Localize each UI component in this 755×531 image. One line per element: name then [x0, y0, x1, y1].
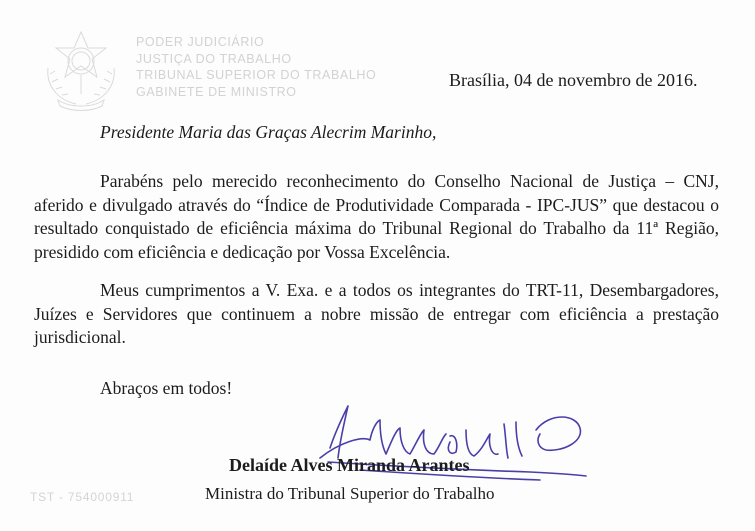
body-paragraph: Meus cumprimentos a V. Exa. e a todos os integrantes do TRT-11, Desembargadores, Juízes e Servidores que continuem a nobre missão de entregar com eficiência a prestação jurisdicional.	[34, 280, 719, 347]
signer-name: Delaíde Alves Miranda Arantes	[229, 455, 470, 475]
document-stamp-code: TST - 754000911	[30, 490, 135, 504]
letter-date: Brasília, 04 de novembro de 2016.	[449, 70, 698, 90]
letterhead-line: JUSTIÇA DO TRABALHO	[136, 51, 292, 66]
coat-of-arms-seal-icon	[36, 28, 126, 112]
letterhead	[136, 34, 376, 100]
body-paragraph: Parabéns pelo merecido reconhecimento do Conselho Nacional de Justiça – CNJ, aferido e divulgado através do “Índice de Produtividade Comparada - IPC-JUS” que destacou o resultado conquistado de eficiência máxima do Tribunal Regional do Trabalho da 11ª Região, presidido com eficiência e dedicação por Vossa Excelência.	[34, 171, 719, 262]
letterhead-line: TRIBUNAL SUPERIOR DO TRABALHO	[136, 68, 377, 82]
salutation: Presidente Maria das Graças Alecrim Marinho,	[100, 122, 437, 142]
letterhead-line: GABINETE DE MINISTRO	[136, 84, 297, 99]
letterhead-line: PODER JUDICIÁRIO	[136, 35, 265, 49]
closing-line: Abraços em todos!	[100, 378, 233, 398]
handwritten-signature	[300, 400, 600, 490]
signer-title: Ministra do Tribunal Superior do Trabalho	[205, 484, 495, 503]
